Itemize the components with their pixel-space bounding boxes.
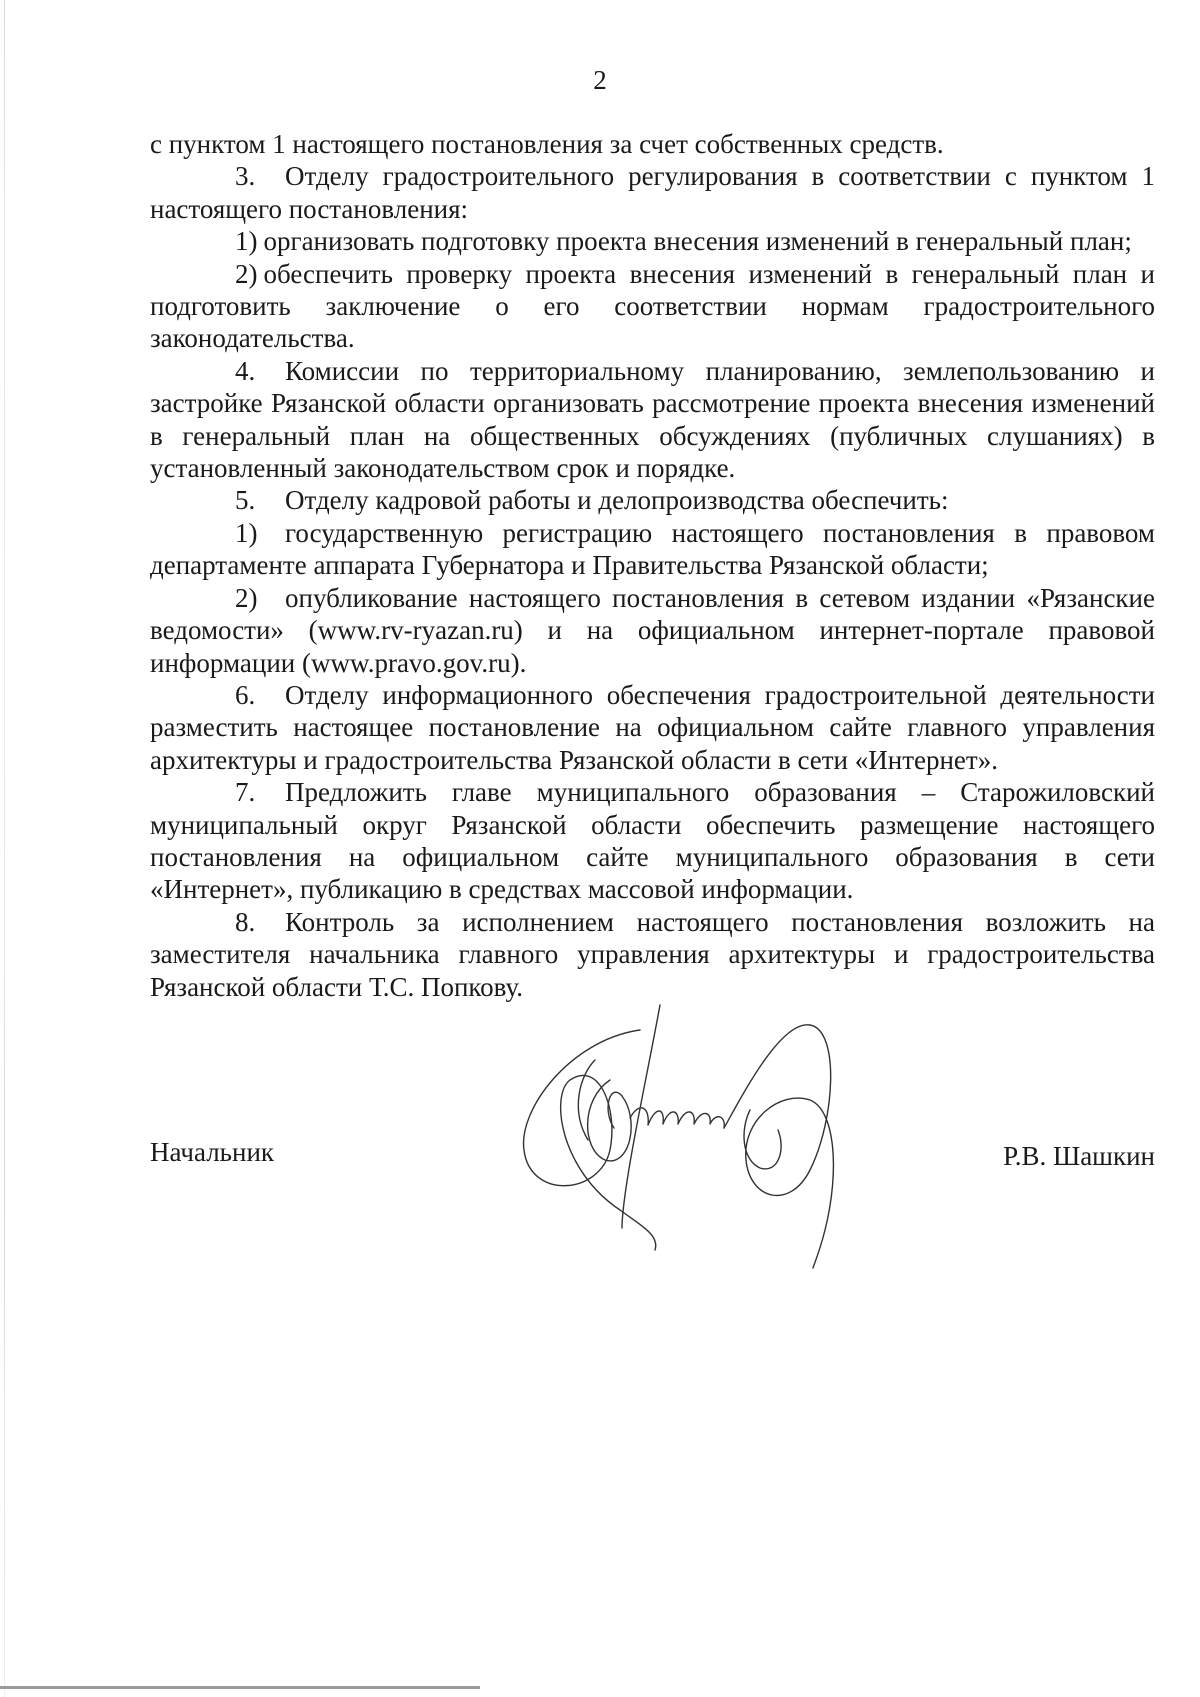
paragraph-text: Отделу градостроительного регулирования в соответствии с пунктом 1 настоящего постановления: (150, 161, 1155, 224)
handwritten-signature (510, 1000, 890, 1270)
subparagraph-text: обеспечить проверку проекта внесения изменений в генеральный план и подготовить заключение о его соответствии нормам градостроительного законодательства. (150, 258, 1155, 354)
paragraph-text: Предложить главе муниципального образования – Старожиловский муниципальный округ Рязанской области обеспечить размещение настоящего постановления на официальном сайте муниципального образования в сети «Интернет», публикацию в средствах массовой информации. (150, 777, 1155, 905)
paragraph-2-continuation (150, 128, 1155, 160)
subparagraph-number: 2) (235, 258, 258, 289)
subparagraph-text: государственную регистрацию настоящего постановления в правовом департаменте аппарата Губернатора и Правительства Рязанской области; (150, 517, 1155, 581)
paragraph-text: Отделу информационного обеспечения градостроительной деятельности разместить настоящее постановление на официальном сайте главного управления архитектуры и градостроительства Рязанской области в сети «Интернет». (150, 679, 1155, 775)
paragraph-8 (150, 906, 1155, 1003)
subparagraph-number: 1) (235, 517, 258, 548)
subparagraph-text: организовать подготовку проекта внесения изменений в генеральный план; (263, 226, 1132, 257)
paragraph-text: Комиссии по территориальному планированию, землепользованию и застройке Рязанской области организовать рассмотрение проекта внесения изменений в генеральный план на общественных обсуждениях (публичных слушаниях) в установленный законодательством срок и порядке. (150, 355, 1155, 484)
paragraph-text: Контроль за исполнением настоящего постановления возложить на заместителя начальника главного управления архитектуры и градостроительства Рязанской области Т.С. Попкову. (150, 906, 1155, 1002)
signatory-name: Р.В. Шашкин (1003, 1141, 1155, 1171)
paragraph-text: с пунктом 1 настоящего постановления за счет собственных средств. (150, 129, 944, 159)
paragraph-number: 5. (235, 485, 256, 516)
paragraph-4 (150, 355, 1155, 485)
scan-edge-bottom (0, 1686, 480, 1689)
paragraph-5 (150, 484, 1155, 516)
paragraph-number: 7. (235, 777, 256, 808)
paragraph-number: 3. (235, 161, 256, 192)
document-body (150, 128, 1155, 1003)
paragraph-number: 8. (235, 906, 256, 937)
subparagraph-3-1 (150, 225, 1155, 257)
paragraph-number: 4. (235, 355, 256, 386)
subparagraph-5-1 (150, 517, 1155, 582)
paragraph-7 (150, 776, 1155, 906)
subparagraph-5-2 (150, 582, 1155, 679)
scan-edge-left (4, 0, 5, 1697)
paragraph-text: Отделу кадровой работы и делопроизводства обеспечить: (285, 485, 949, 516)
paragraph-3 (150, 160, 1155, 225)
subparagraph-text: опубликование настоящего постановления в сетевом издании «Рязанские ведомости» (www.rv-ryazan.ru) и на официальном интернет-портале правовой информации (www.pravo.gov.ru). (150, 582, 1155, 678)
subparagraph-number: 2) (235, 582, 258, 613)
subparagraph-3-2 (150, 258, 1155, 355)
paragraph-number: 6. (235, 679, 256, 710)
paragraph-6 (150, 679, 1155, 776)
signatory-position: Начальник (150, 1137, 275, 1167)
subparagraph-number: 1) (235, 226, 258, 257)
page-number: 2 (593, 65, 607, 95)
